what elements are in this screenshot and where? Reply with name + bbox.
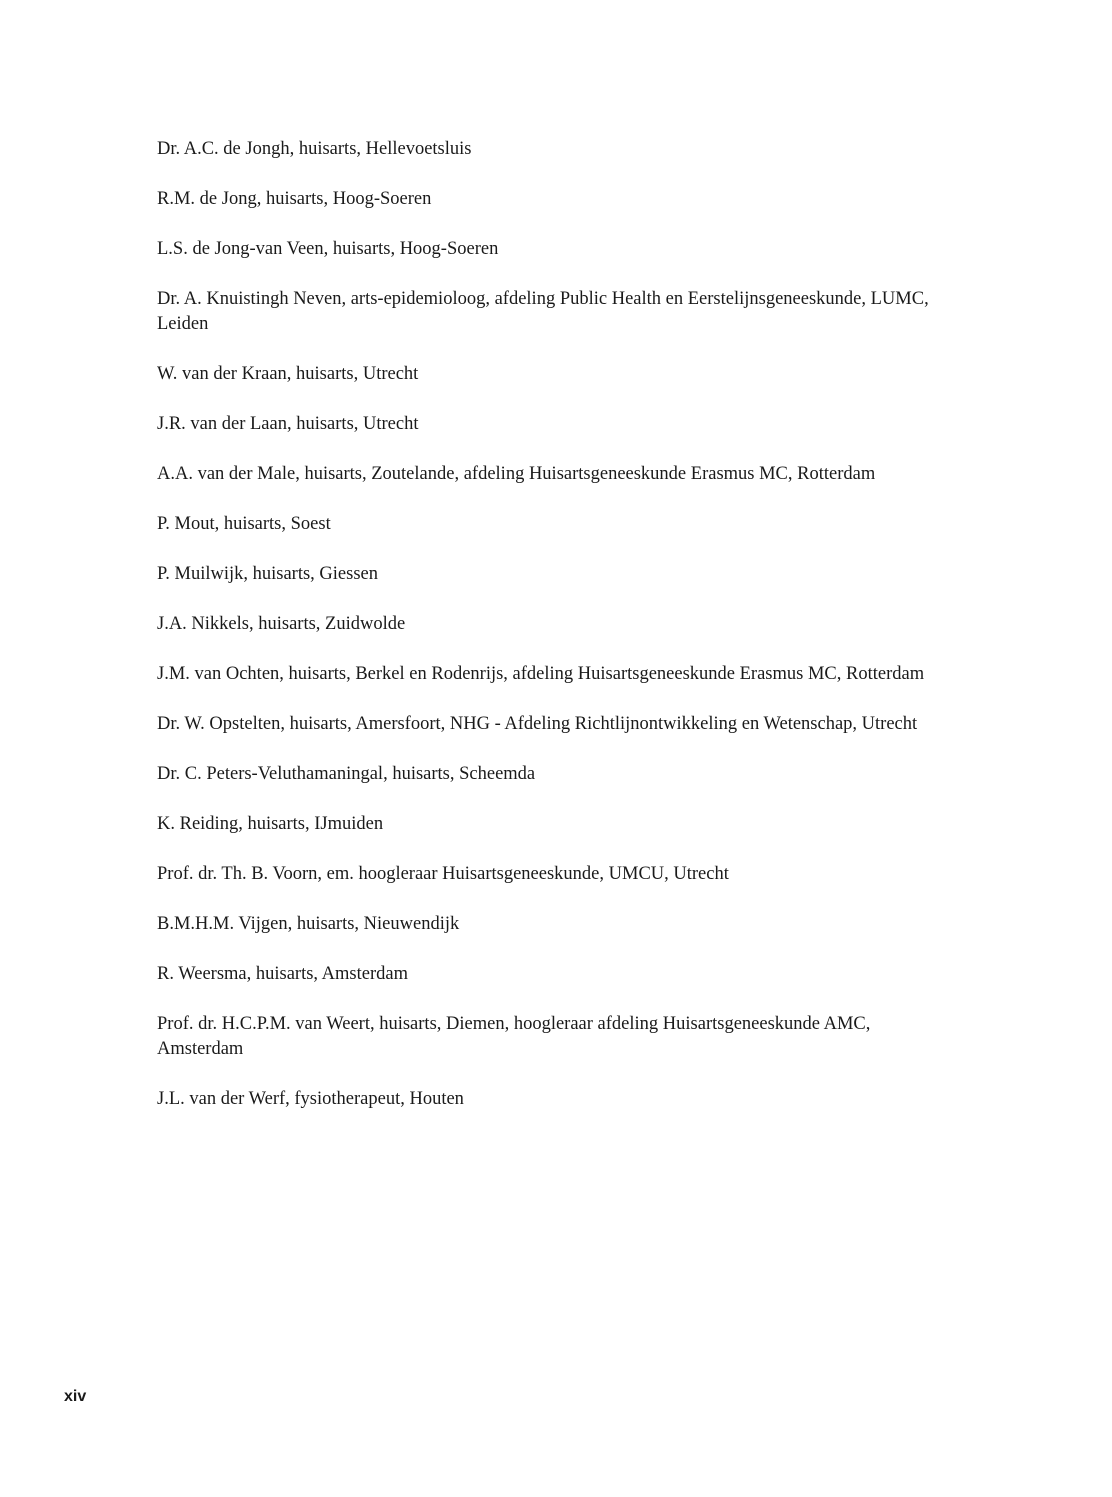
contributor-entry: Prof. dr. Th. B. Voorn, em. hoogleraar Huisartsgeneeskunde, UMCU, Utrecht	[157, 864, 729, 884]
contributor-entry: P. Muilwijk, huisarts, Giessen	[157, 564, 378, 584]
contributor-entry: Dr. A.C. de Jongh, huisarts, Hellevoetsluis	[157, 139, 472, 159]
contributor-list	[157, 137, 957, 1137]
contributor-entry: Dr. W. Opstelten, huisarts, Amersfoort, NHG - Afdeling Richtlijnontwikkeling en Wetenschap, Utrecht	[157, 714, 918, 734]
contributor-entry: P. Mout, huisarts, Soest	[157, 514, 331, 534]
contributor-entry: R.M. de Jong, huisarts, Hoog-Soeren	[157, 189, 432, 209]
contributor-entry: J.A. Nikkels, huisarts, Zuidwolde	[157, 614, 406, 634]
contributor-entry: J.L. van der Werf, fysiotherapeut, Houten	[157, 1089, 464, 1109]
contributor-entry: W. van der Kraan, huisarts, Utrecht	[157, 364, 419, 384]
contributor-entry: K. Reiding, huisarts, IJmuiden	[157, 814, 384, 834]
page-number: xiv	[64, 1388, 87, 1405]
contributor-entry: L.S. de Jong-van Veen, huisarts, Hoog-Soeren	[157, 239, 499, 259]
contributor-entry: B.M.H.M. Vijgen, huisarts, Nieuwendijk	[157, 914, 460, 934]
contributor-entry: Prof. dr. H.C.P.M. van Weert, huisarts, Diemen, hoogleraar afdeling Huisartsgeneeskunde AMC, Amsterdam	[157, 1014, 871, 1059]
contributor-entry: Dr. C. Peters-Veluthamaningal, huisarts, Scheemda	[157, 764, 536, 784]
contributor-entry: R. Weersma, huisarts, Amsterdam	[157, 964, 408, 984]
contributor-entry: J.R. van der Laan, huisarts, Utrecht	[157, 414, 419, 434]
contributor-entry: J.M. van Ochten, huisarts, Berkel en Rodenrijs, afdeling Huisartsgeneeskunde Erasmus MC, Rotterdam	[157, 664, 925, 684]
contributor-entry: A.A. van der Male, huisarts, Zoutelande, afdeling Huisartsgeneeskunde Erasmus MC, Rotterdam	[157, 464, 876, 484]
contributor-entry: Dr. A. Knuistingh Neven, arts-epidemioloog, afdeling Public Health en Eerstelijnsgeneeskunde, LUMC, Leiden	[157, 289, 929, 334]
